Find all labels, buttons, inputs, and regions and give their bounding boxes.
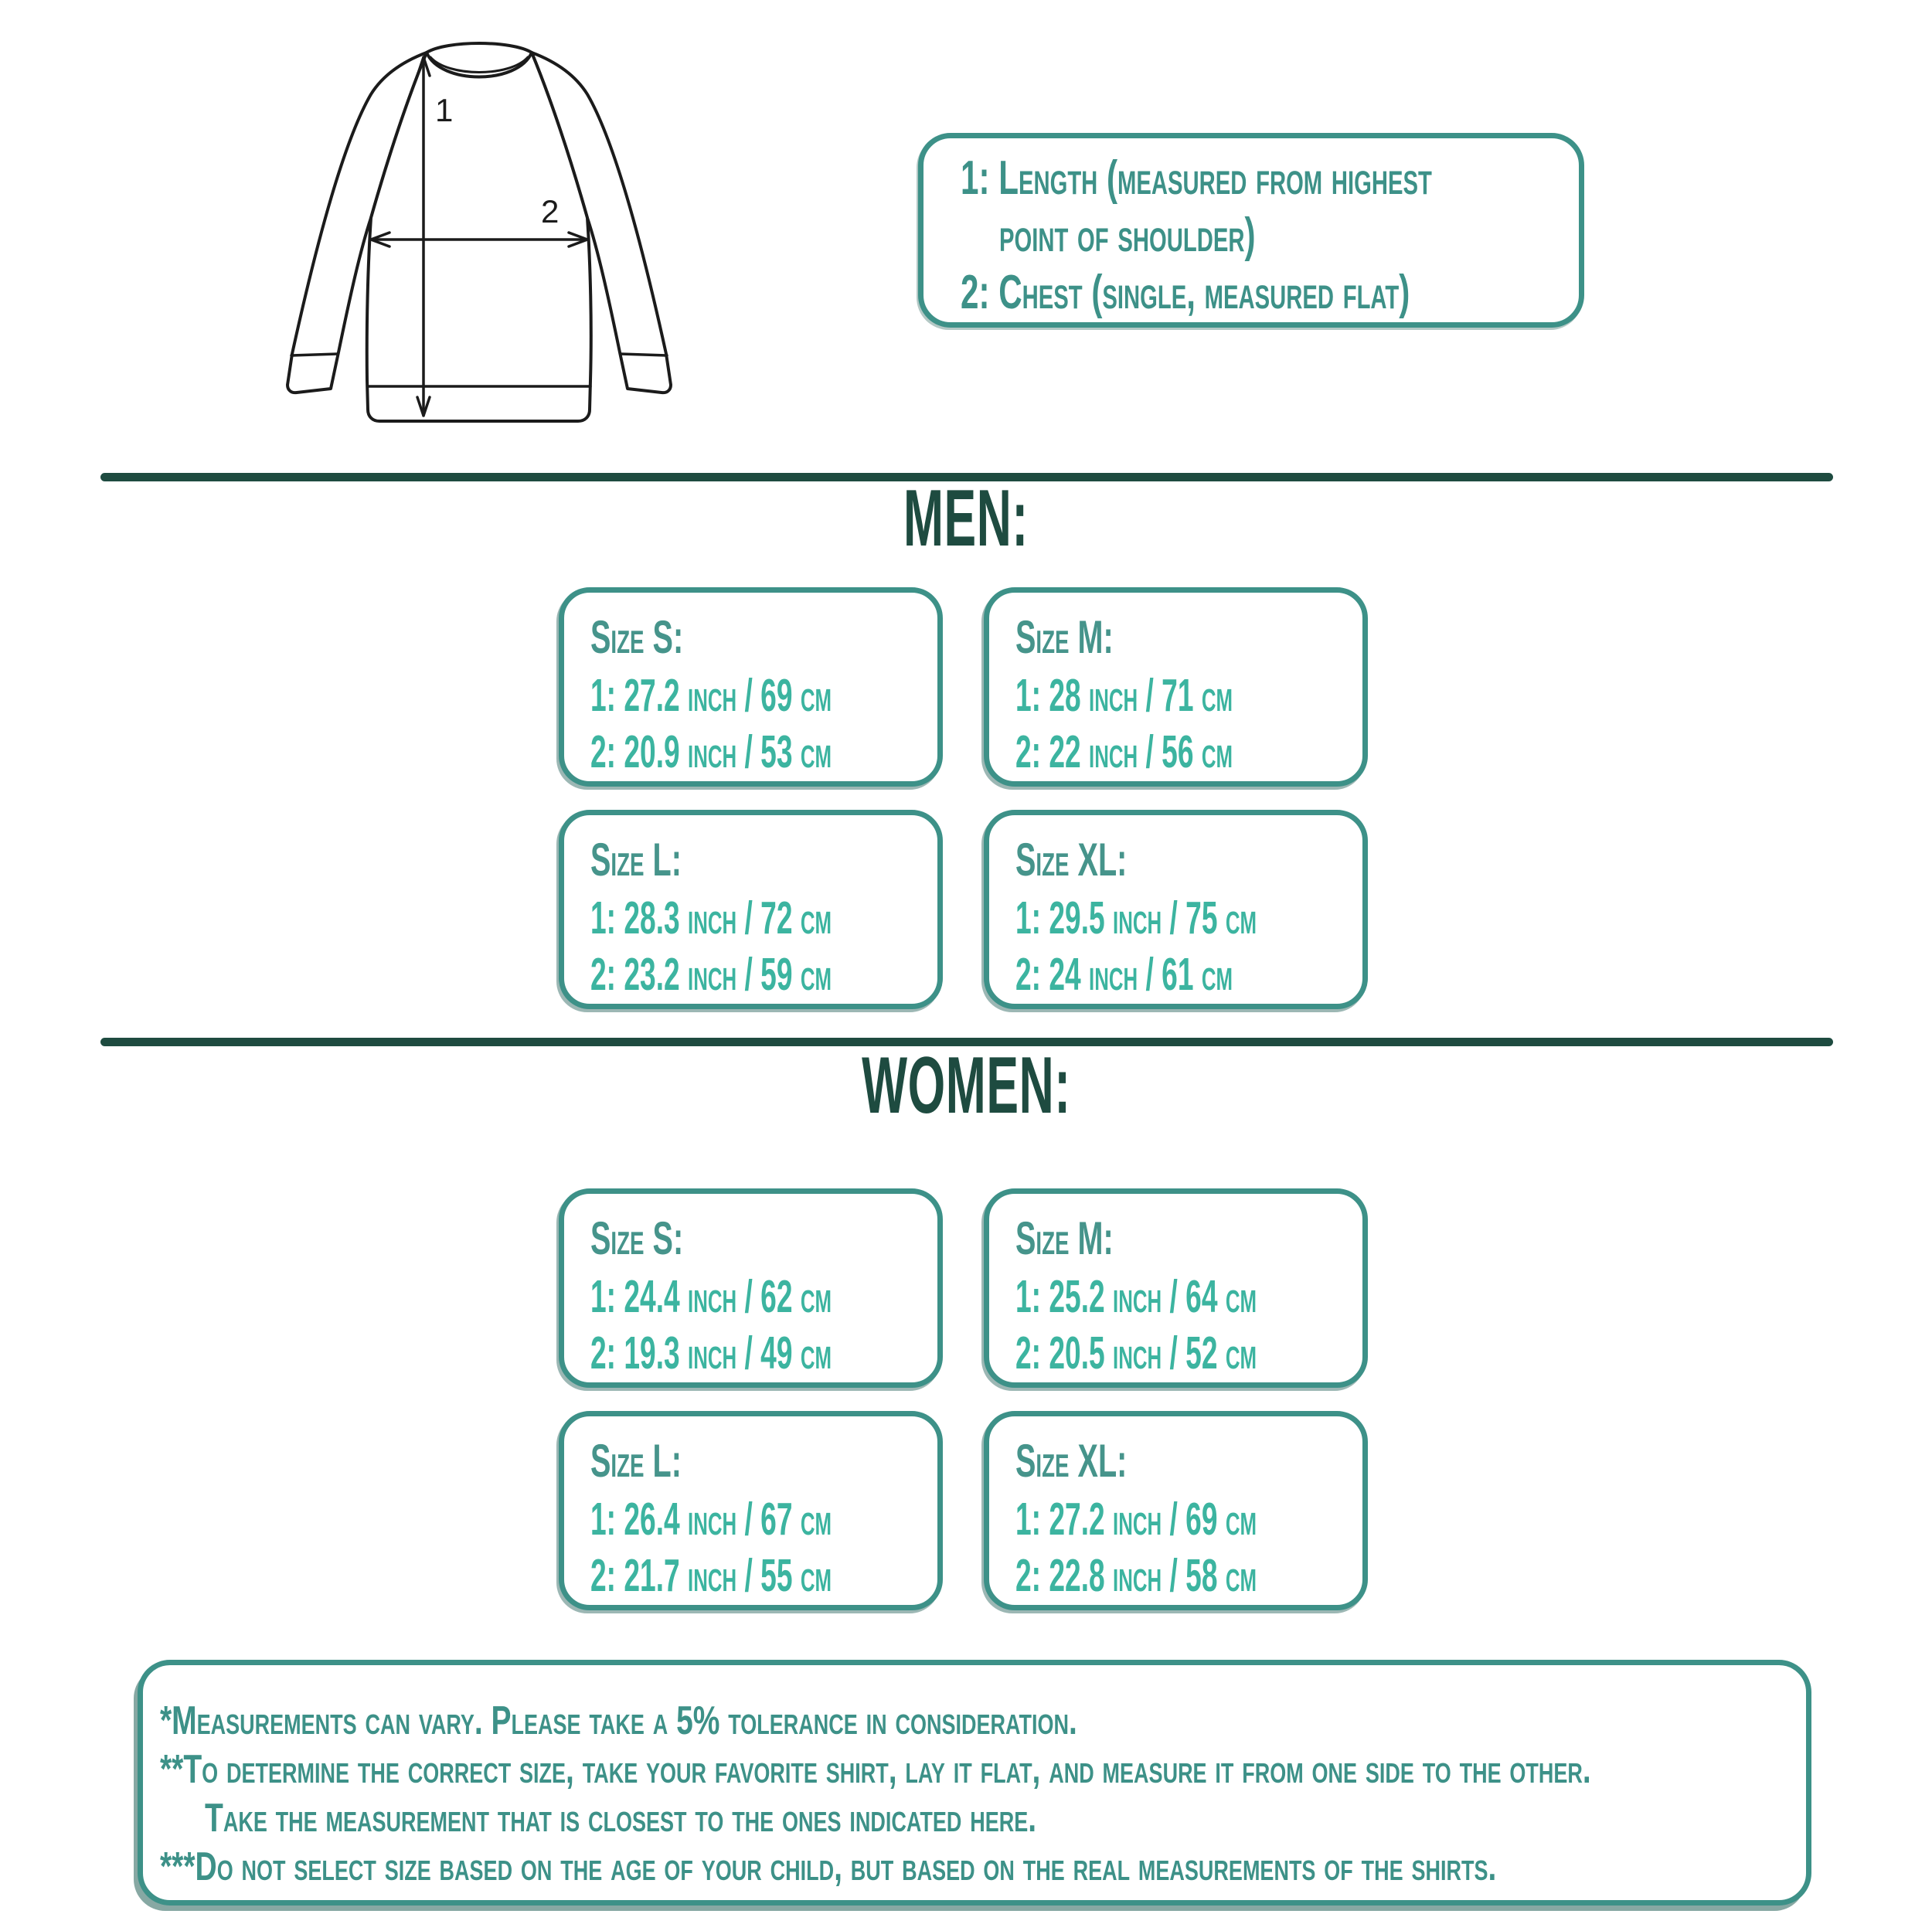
legend-line-text: 2: Chest (single, measured flat) (961, 265, 1410, 319)
women-size-m-card (984, 1188, 1368, 1388)
size-label: Size L: (590, 1434, 682, 1487)
length-measurement: 1: 25.2 inch / 64 cm (1015, 1270, 1257, 1322)
shirt-left-cuff-line (291, 354, 338, 355)
note-text: ***Do not select size based on the age of your child, but based on the real measurements of the shirts. (160, 1844, 1497, 1889)
notes-box (138, 1660, 1811, 1906)
women-size-xl-card (984, 1411, 1368, 1610)
men-size-xl-card (984, 810, 1368, 1009)
men-size-grid (559, 587, 1368, 1009)
measurement-legend-box (918, 133, 1584, 328)
size-label: Size L: (590, 833, 682, 886)
length-measurement: 1: 24.4 inch / 62 cm (590, 1270, 832, 1322)
length-measurement: 1: 27.2 inch / 69 cm (1015, 1493, 1257, 1545)
shirt-right-cuff-line (621, 354, 667, 355)
chest-measurement: 2: 20.9 inch / 53 cm (590, 726, 832, 777)
size-label: Size XL: (1015, 833, 1128, 886)
size-label: Size S: (590, 1212, 684, 1264)
length-measurement: 1: 27.2 inch / 69 cm (590, 669, 832, 721)
women-heading-text: WOMEN: (861, 1041, 1071, 1130)
women-size-s-card (559, 1188, 943, 1388)
chest-measurement: 2: 24 inch / 61 cm (1015, 948, 1233, 1000)
arrow-2-label: 2 (541, 193, 560, 229)
size-label: Size S: (590, 610, 684, 663)
chest-measurement: 2: 21.7 inch / 55 cm (590, 1549, 832, 1601)
chest-measurement: 2: 23.2 inch / 59 cm (590, 948, 832, 1000)
men-size-s-card (559, 587, 943, 787)
chest-measurement: 2: 22 inch / 56 cm (1015, 726, 1233, 777)
length-measurement: 1: 28 inch / 71 cm (1015, 669, 1233, 721)
women-size-grid (559, 1188, 1368, 1610)
chest-measurement: 2: 22.8 inch / 58 cm (1015, 1549, 1257, 1601)
size-label: Size M: (1015, 610, 1114, 663)
length-measurement: 1: 29.5 inch / 75 cm (1015, 892, 1257, 943)
note-line (160, 1696, 1806, 1745)
arrow-1-label: 1 (435, 92, 454, 128)
legend-line (961, 263, 1579, 321)
legend-line-text: point of shoulder) (999, 208, 1256, 262)
legend-line (961, 206, 1579, 263)
length-measurement: 1: 26.4 inch / 67 cm (590, 1493, 832, 1545)
note-line (160, 1745, 1806, 1793)
legend-line-text: 1: Length (measured from highest (961, 151, 1432, 205)
legend-line (961, 149, 1579, 206)
women-size-l-card (559, 1411, 943, 1610)
note-text: *Measurements can vary. Please take a 5% tolerance in consideration. (160, 1698, 1077, 1743)
note-line (160, 1793, 1806, 1842)
length-measurement: 1: 28.3 inch / 72 cm (590, 892, 832, 943)
shirt-diagram (216, 17, 742, 434)
size-label: Size M: (1015, 1212, 1114, 1264)
note-text: **To determine the correct size, take your favorite shirt, lay it flat, and measure it from one side to the other. (160, 1746, 1591, 1792)
chest-measurement: 2: 20.5 inch / 52 cm (1015, 1327, 1257, 1379)
women-section-heading (0, 1043, 1932, 1128)
note-text: Take the measurement that is closest to the ones indicated here. (205, 1795, 1037, 1841)
men-heading-text: MEN: (903, 474, 1029, 563)
chest-measurement: 2: 19.3 inch / 49 cm (590, 1327, 832, 1379)
men-section-heading (0, 476, 1932, 561)
men-size-l-card (559, 810, 943, 1009)
size-label: Size XL: (1015, 1434, 1128, 1487)
note-line (160, 1842, 1806, 1891)
men-size-m-card (984, 587, 1368, 787)
